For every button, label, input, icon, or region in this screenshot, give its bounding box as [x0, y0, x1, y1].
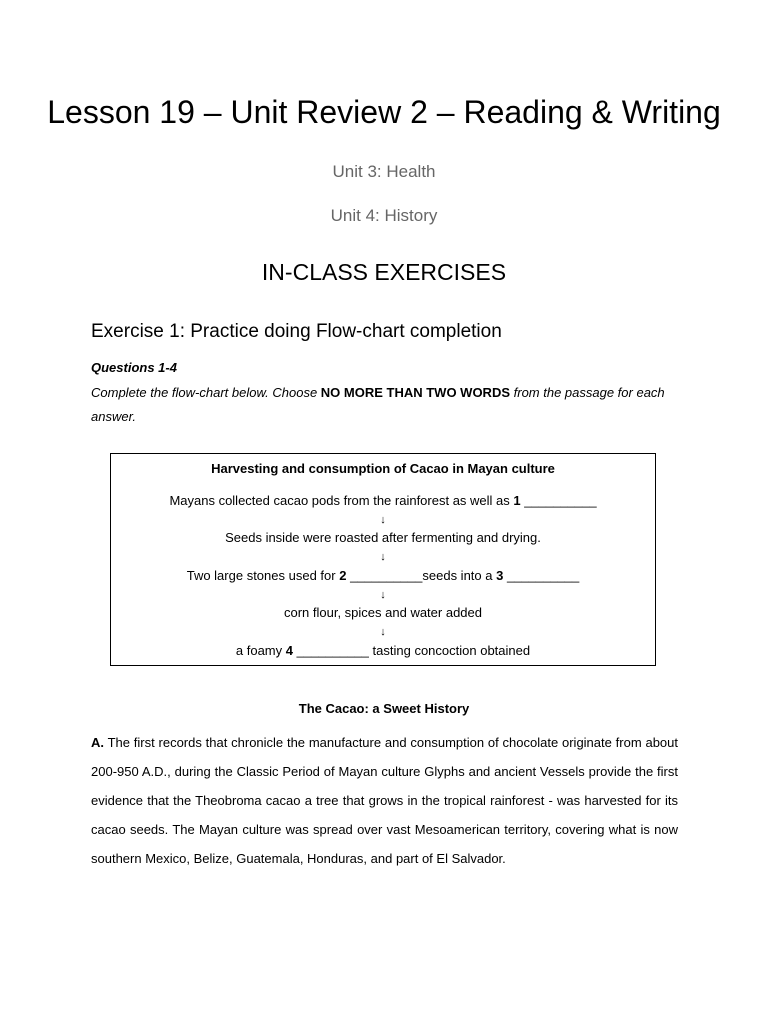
- flow-step-1-text: Mayans collected cacao pods from the rainforest as well as: [169, 493, 514, 508]
- flow-step-3: [111, 567, 655, 585]
- flowchart-title: Harvesting and consumption of Cacao in Mayan culture: [211, 461, 555, 476]
- paragraph-a-label: A.: [91, 735, 104, 750]
- instructions: [91, 381, 681, 429]
- unit-3-subtitle: Unit 3: Health: [332, 162, 436, 181]
- flow-step-3-mid: seeds into a: [422, 568, 497, 583]
- down-arrow-icon: ↓: [380, 626, 386, 638]
- paragraph-a-text: The first records that chronicle the manufacture and consumption of chocolate originate from about 200-950 A.D., during the Classic Period of Mayan culture Glyphs and ancient Vessels provide the first evidence that the Theobroma cacao a tree that grows in the tropical rainforest - was harvested for its cacao seeds. The Mayan culture was spread over vast Mesoamerican territory, covering what is now southern Mexico, Belize, Guatemala, Honduras, and part of El Salvador.: [91, 735, 678, 866]
- blank-number-2: 2: [339, 568, 347, 583]
- blank-number-4: 4: [285, 643, 293, 658]
- passage-title: The Cacao: a Sweet History: [298, 701, 470, 716]
- section-heading: IN-CLASS EXERCISES: [261, 259, 507, 285]
- blank-number-3: 3: [496, 568, 504, 583]
- flow-step-4: corn flour, spices and water added: [283, 605, 482, 620]
- down-arrow-icon: ↓: [380, 514, 386, 526]
- answer-blank-4: __________: [296, 643, 369, 658]
- down-arrow-icon: ↓: [380, 551, 386, 563]
- answer-blank-2: __________: [350, 568, 423, 583]
- blank-number-1: 1: [513, 493, 521, 508]
- flow-step-5: [111, 642, 655, 660]
- flow-step-5-post: tasting concoction obtained: [368, 643, 531, 658]
- answer-blank-1: __________: [524, 493, 597, 508]
- instructions-pre: Complete the flow-chart below. Choose: [91, 385, 321, 400]
- flow-step-5-pre: a foamy: [235, 643, 286, 658]
- down-arrow-icon: ↓: [380, 589, 386, 601]
- unit-4-subtitle: Unit 4: History: [330, 206, 438, 225]
- questions-label: Questions 1-4: [91, 360, 177, 375]
- flow-step-1: [111, 492, 655, 510]
- page-title: Lesson 19 – Unit Review 2 – Reading & Writing: [47, 94, 721, 130]
- flow-step-2: Seeds inside were roasted after fermenting and drying.: [225, 530, 541, 545]
- answer-blank-3: __________: [506, 568, 580, 583]
- flow-step-3-pre: Two large stones used for: [186, 568, 340, 583]
- instructions-post: from the passage for each answer.: [91, 385, 665, 424]
- instructions-emphasis: NO MORE THAN TWO WORDS: [320, 385, 511, 400]
- exercise-title: Exercise 1: Practice doing Flow-chart completion: [91, 321, 502, 342]
- flowchart-box: [110, 453, 656, 666]
- paragraph-a: [91, 728, 678, 873]
